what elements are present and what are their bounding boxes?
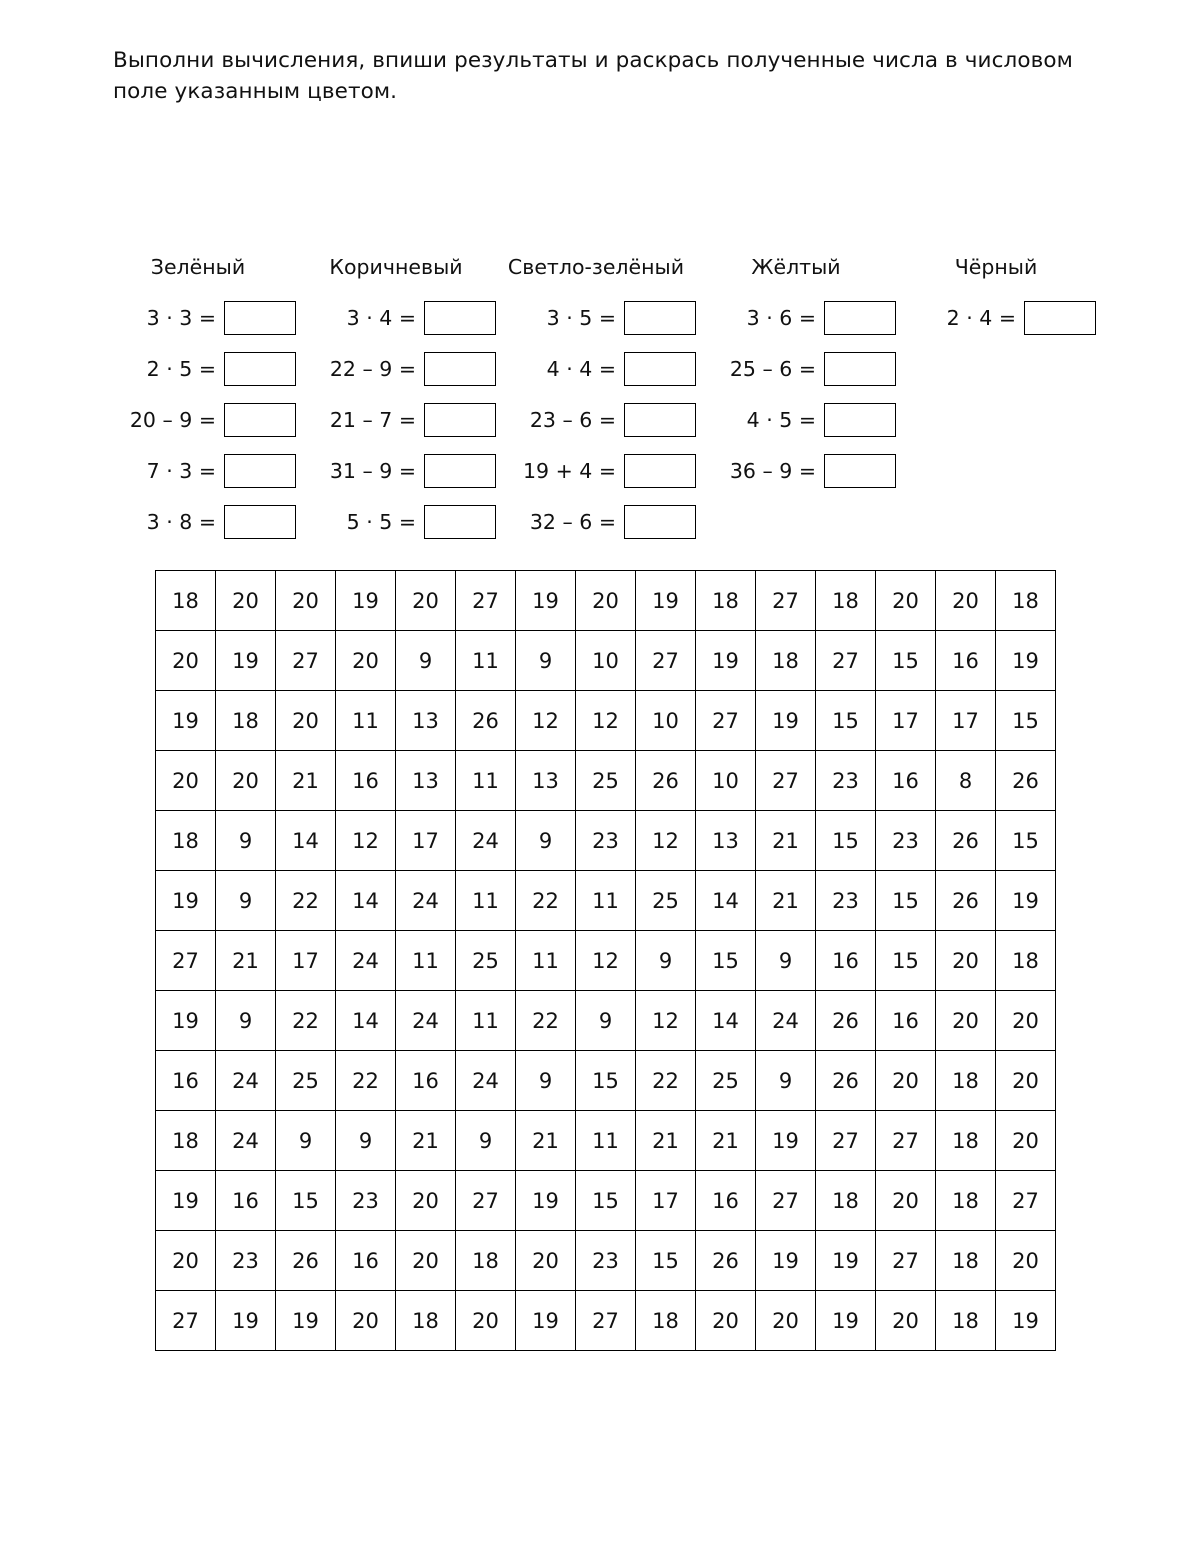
grid-cell[interactable]: 24 xyxy=(456,811,516,871)
grid-cell[interactable]: 27 xyxy=(456,1171,516,1231)
expression-label: 4 · 5 = xyxy=(746,408,816,432)
column-title: Чёрный xyxy=(954,255,1038,279)
grid-cell[interactable]: 13 xyxy=(516,751,576,811)
grid-cell[interactable]: 24 xyxy=(456,1051,516,1111)
grid-cell[interactable]: 18 xyxy=(936,1111,996,1171)
grid-cell[interactable]: 9 xyxy=(216,871,276,931)
grid-cell[interactable]: 23 xyxy=(216,1231,276,1291)
grid-cell[interactable]: 17 xyxy=(636,1171,696,1231)
grid-cell[interactable]: 20 xyxy=(996,1231,1056,1291)
task-column-yellow xyxy=(696,255,896,499)
grid-cell[interactable]: 13 xyxy=(696,811,756,871)
grid-cell[interactable]: 27 xyxy=(456,571,516,631)
grid-cell[interactable]: 10 xyxy=(636,691,696,751)
grid-cell[interactable]: 22 xyxy=(516,991,576,1051)
grid-cell[interactable]: 18 xyxy=(156,571,216,631)
expression-label: 3 · 6 = xyxy=(746,306,816,330)
grid-cell[interactable]: 17 xyxy=(936,691,996,751)
expression-label: 2 · 5 = xyxy=(146,357,216,381)
grid-cell[interactable]: 24 xyxy=(336,931,396,991)
expression-label: 3 · 3 = xyxy=(146,306,216,330)
task-row xyxy=(496,499,696,545)
answer-input[interactable] xyxy=(224,505,296,539)
grid-cell[interactable]: 26 xyxy=(936,811,996,871)
answer-input[interactable] xyxy=(624,403,696,437)
grid-cell[interactable]: 18 xyxy=(996,571,1056,631)
grid-cell[interactable]: 9 xyxy=(216,811,276,871)
grid-cell[interactable]: 12 xyxy=(636,991,696,1051)
answer-input[interactable] xyxy=(424,301,496,335)
grid-cell[interactable]: 22 xyxy=(276,991,336,1051)
grid-cell[interactable]: 20 xyxy=(336,631,396,691)
grid-cell[interactable]: 21 xyxy=(636,1111,696,1171)
grid-cell[interactable]: 15 xyxy=(636,1231,696,1291)
grid-cell[interactable]: 19 xyxy=(996,1291,1056,1351)
answer-input[interactable] xyxy=(624,454,696,488)
grid-cell[interactable]: 19 xyxy=(816,1291,876,1351)
task-row xyxy=(496,397,696,443)
grid-cell[interactable]: 27 xyxy=(756,751,816,811)
grid-cell[interactable]: 9 xyxy=(216,991,276,1051)
column-title: Жёлтый xyxy=(751,255,841,279)
expression-label: 25 – 6 = xyxy=(729,357,816,381)
grid-cell[interactable]: 18 xyxy=(456,1231,516,1291)
answer-input[interactable] xyxy=(824,352,896,386)
grid-cell[interactable]: 12 xyxy=(576,931,636,991)
grid-cell[interactable]: 25 xyxy=(576,751,636,811)
grid-cell[interactable]: 18 xyxy=(936,1231,996,1291)
expression-label: 23 – 6 = xyxy=(529,408,616,432)
grid-cell[interactable]: 14 xyxy=(276,811,336,871)
grid-cell[interactable]: 24 xyxy=(396,991,456,1051)
grid-cell[interactable]: 26 xyxy=(276,1231,336,1291)
answer-input[interactable] xyxy=(824,454,896,488)
task-row xyxy=(100,295,296,341)
grid-cell[interactable]: 22 xyxy=(276,871,336,931)
grid-cell[interactable]: 13 xyxy=(396,691,456,751)
task-row xyxy=(696,295,896,341)
grid-cell[interactable]: 27 xyxy=(816,631,876,691)
grid-cell[interactable]: 27 xyxy=(756,1171,816,1231)
grid-cell[interactable]: 18 xyxy=(936,1291,996,1351)
grid-cell[interactable]: 19 xyxy=(156,991,216,1051)
grid-cell[interactable]: 18 xyxy=(216,691,276,751)
grid-cell[interactable]: 20 xyxy=(996,1111,1056,1171)
grid-row xyxy=(156,631,1056,691)
answer-input[interactable] xyxy=(224,301,296,335)
grid-cell[interactable]: 20 xyxy=(876,1291,936,1351)
expression-label: 3 · 8 = xyxy=(146,510,216,534)
grid-cell[interactable]: 27 xyxy=(816,1111,876,1171)
grid-cell[interactable]: 16 xyxy=(336,1231,396,1291)
grid-cell[interactable]: 20 xyxy=(576,571,636,631)
grid-cell[interactable]: 20 xyxy=(156,1231,216,1291)
grid-cell[interactable]: 18 xyxy=(816,1171,876,1231)
grid-cell[interactable]: 26 xyxy=(456,691,516,751)
grid-cell[interactable]: 20 xyxy=(936,991,996,1051)
grid-cell[interactable]: 9 xyxy=(756,1051,816,1111)
grid-cell[interactable]: 18 xyxy=(156,1111,216,1171)
grid-cell[interactable]: 14 xyxy=(336,991,396,1051)
grid-cell[interactable]: 16 xyxy=(876,991,936,1051)
grid-cell[interactable]: 18 xyxy=(816,571,876,631)
grid-cell[interactable]: 20 xyxy=(876,1171,936,1231)
grid-cell[interactable]: 20 xyxy=(756,1291,816,1351)
grid-cell[interactable]: 20 xyxy=(276,571,336,631)
grid-cell[interactable]: 18 xyxy=(696,571,756,631)
grid-cell[interactable]: 19 xyxy=(516,1171,576,1231)
grid-cell[interactable]: 11 xyxy=(456,871,516,931)
grid-cell[interactable]: 11 xyxy=(576,871,636,931)
expression-label: 36 – 9 = xyxy=(729,459,816,483)
grid-cell[interactable]: 24 xyxy=(396,871,456,931)
grid-cell[interactable]: 24 xyxy=(216,1051,276,1111)
grid-cell[interactable]: 20 xyxy=(936,571,996,631)
expression-label: 32 – 6 = xyxy=(529,510,616,534)
grid-cell[interactable]: 20 xyxy=(216,751,276,811)
grid-cell[interactable]: 25 xyxy=(276,1051,336,1111)
grid-cell[interactable]: 20 xyxy=(156,751,216,811)
grid-cell[interactable]: 9 xyxy=(516,811,576,871)
grid-cell[interactable]: 19 xyxy=(516,571,576,631)
task-row xyxy=(696,448,896,494)
grid-cell[interactable]: 20 xyxy=(336,1291,396,1351)
grid-cell[interactable]: 18 xyxy=(396,1291,456,1351)
grid-cell[interactable]: 14 xyxy=(696,991,756,1051)
grid-cell[interactable]: 27 xyxy=(276,631,336,691)
grid-cell[interactable]: 19 xyxy=(216,1291,276,1351)
grid-cell[interactable]: 19 xyxy=(756,1231,816,1291)
grid-cell[interactable]: 19 xyxy=(216,631,276,691)
grid-cell[interactable]: 26 xyxy=(636,751,696,811)
grid-cell[interactable]: 17 xyxy=(276,931,336,991)
grid-cell[interactable]: 19 xyxy=(156,871,216,931)
grid-row xyxy=(156,751,1056,811)
grid-cell[interactable]: 20 xyxy=(456,1291,516,1351)
grid-cell[interactable]: 27 xyxy=(696,691,756,751)
grid-cell[interactable]: 16 xyxy=(336,751,396,811)
grid-row xyxy=(156,931,1056,991)
task-row xyxy=(100,346,296,392)
number-grid-table xyxy=(155,570,1056,1351)
grid-cell[interactable]: 10 xyxy=(576,631,636,691)
grid-cell[interactable]: 20 xyxy=(876,1051,936,1111)
grid-cell[interactable]: 23 xyxy=(576,1231,636,1291)
task-row xyxy=(100,448,296,494)
grid-cell[interactable]: 19 xyxy=(156,1171,216,1231)
expression-label: 31 – 9 = xyxy=(329,459,416,483)
grid-cell[interactable]: 11 xyxy=(456,631,516,691)
grid-cell[interactable]: 27 xyxy=(636,631,696,691)
grid-cell[interactable]: 22 xyxy=(516,871,576,931)
grid-cell[interactable]: 19 xyxy=(756,1111,816,1171)
grid-cell[interactable]: 20 xyxy=(936,931,996,991)
tasks-columns xyxy=(100,255,1130,550)
grid-cell[interactable]: 11 xyxy=(516,931,576,991)
grid-cell[interactable]: 9 xyxy=(276,1111,336,1171)
grid-cell[interactable]: 15 xyxy=(276,1171,336,1231)
grid-cell[interactable]: 23 xyxy=(876,811,936,871)
grid-cell[interactable]: 20 xyxy=(696,1291,756,1351)
grid-row xyxy=(156,1171,1056,1231)
grid-cell[interactable]: 16 xyxy=(936,631,996,691)
grid-cell[interactable]: 19 xyxy=(696,631,756,691)
grid-cell[interactable]: 17 xyxy=(876,691,936,751)
grid-cell[interactable]: 19 xyxy=(756,691,816,751)
grid-cell[interactable]: 27 xyxy=(876,1231,936,1291)
answer-input[interactable] xyxy=(424,505,496,539)
grid-cell[interactable]: 27 xyxy=(156,931,216,991)
grid-cell[interactable]: 25 xyxy=(636,871,696,931)
grid-cell[interactable]: 20 xyxy=(516,1231,576,1291)
answer-input[interactable] xyxy=(224,352,296,386)
task-column-black xyxy=(896,255,1096,346)
column-title: Коричневый xyxy=(329,255,463,279)
number-field xyxy=(155,570,1056,1351)
grid-cell[interactable]: 10 xyxy=(696,751,756,811)
grid-cell[interactable]: 9 xyxy=(396,631,456,691)
answer-input[interactable] xyxy=(624,352,696,386)
task-row xyxy=(296,397,496,443)
grid-cell[interactable]: 19 xyxy=(156,691,216,751)
expression-label: 20 – 9 = xyxy=(129,408,216,432)
task-row xyxy=(496,346,696,392)
grid-row xyxy=(156,991,1056,1051)
task-row xyxy=(296,448,496,494)
grid-cell[interactable]: 26 xyxy=(936,871,996,931)
grid-row xyxy=(156,1051,1056,1111)
grid-cell[interactable]: 15 xyxy=(816,691,876,751)
grid-cell[interactable]: 27 xyxy=(876,1111,936,1171)
grid-cell[interactable]: 24 xyxy=(216,1111,276,1171)
grid-cell[interactable]: 23 xyxy=(336,1171,396,1231)
grid-cell[interactable]: 20 xyxy=(996,1051,1056,1111)
answer-input[interactable] xyxy=(624,301,696,335)
grid-cell[interactable]: 16 xyxy=(156,1051,216,1111)
task-column-brown xyxy=(296,255,496,550)
task-row xyxy=(296,346,496,392)
grid-row xyxy=(156,1291,1056,1351)
grid-cell[interactable]: 19 xyxy=(996,871,1056,931)
grid-cell[interactable]: 9 xyxy=(516,1051,576,1111)
grid-cell[interactable]: 20 xyxy=(396,1231,456,1291)
grid-cell[interactable]: 25 xyxy=(456,931,516,991)
answer-input[interactable] xyxy=(224,454,296,488)
grid-cell[interactable]: 19 xyxy=(996,631,1056,691)
grid-cell[interactable]: 11 xyxy=(576,1111,636,1171)
grid-cell[interactable]: 18 xyxy=(156,811,216,871)
grid-row xyxy=(156,1231,1056,1291)
grid-cell[interactable]: 26 xyxy=(816,1051,876,1111)
grid-cell[interactable]: 19 xyxy=(516,1291,576,1351)
grid-cell[interactable]: 20 xyxy=(216,571,276,631)
grid-cell[interactable]: 21 xyxy=(756,811,816,871)
grid-cell[interactable]: 9 xyxy=(636,931,696,991)
column-title: Светло-зелёный xyxy=(507,255,685,279)
grid-cell[interactable]: 17 xyxy=(396,811,456,871)
grid-cell[interactable]: 15 xyxy=(696,931,756,991)
task-row xyxy=(496,448,696,494)
grid-cell[interactable]: 11 xyxy=(456,751,516,811)
grid-cell[interactable]: 12 xyxy=(576,691,636,751)
grid-cell[interactable]: 16 xyxy=(696,1171,756,1231)
answer-input[interactable] xyxy=(1024,301,1096,335)
answer-input[interactable] xyxy=(624,505,696,539)
expression-label: 3 · 4 = xyxy=(346,306,416,330)
expression-label: 3 · 5 = xyxy=(546,306,616,330)
grid-cell[interactable]: 15 xyxy=(996,811,1056,871)
answer-input[interactable] xyxy=(824,403,896,437)
task-row xyxy=(896,295,1096,341)
grid-cell[interactable]: 27 xyxy=(576,1291,636,1351)
grid-cell[interactable]: 9 xyxy=(756,931,816,991)
grid-cell[interactable]: 9 xyxy=(456,1111,516,1171)
grid-cell[interactable]: 22 xyxy=(636,1051,696,1111)
grid-cell[interactable]: 23 xyxy=(576,811,636,871)
grid-cell[interactable]: 20 xyxy=(876,571,936,631)
grid-cell[interactable]: 16 xyxy=(216,1171,276,1231)
grid-cell[interactable]: 18 xyxy=(996,931,1056,991)
grid-row xyxy=(156,1111,1056,1171)
expression-label: 5 · 5 = xyxy=(346,510,416,534)
expression-label: 7 · 3 = xyxy=(146,459,216,483)
grid-cell[interactable]: 24 xyxy=(756,991,816,1051)
grid-cell[interactable]: 20 xyxy=(156,631,216,691)
grid-cell[interactable]: 15 xyxy=(876,631,936,691)
grid-cell[interactable]: 21 xyxy=(216,931,276,991)
grid-cell[interactable]: 19 xyxy=(276,1291,336,1351)
grid-cell[interactable]: 19 xyxy=(336,571,396,631)
grid-row xyxy=(156,691,1056,751)
expression-label: 4 · 4 = xyxy=(546,357,616,381)
task-column-green xyxy=(100,255,296,550)
grid-cell[interactable]: 14 xyxy=(696,871,756,931)
grid-cell[interactable]: 15 xyxy=(996,691,1056,751)
grid-row xyxy=(156,571,1056,631)
grid-cell[interactable]: 21 xyxy=(276,751,336,811)
task-row xyxy=(496,295,696,341)
expression-label: 21 – 7 = xyxy=(329,408,416,432)
grid-cell[interactable]: 21 xyxy=(756,871,816,931)
task-row xyxy=(100,397,296,443)
grid-cell[interactable]: 21 xyxy=(696,1111,756,1171)
grid-cell[interactable]: 16 xyxy=(396,1051,456,1111)
grid-cell[interactable]: 9 xyxy=(336,1111,396,1171)
grid-cell[interactable]: 18 xyxy=(936,1171,996,1231)
expression-label: 22 – 9 = xyxy=(329,357,416,381)
grid-cell[interactable]: 14 xyxy=(336,871,396,931)
grid-cell[interactable]: 9 xyxy=(576,991,636,1051)
grid-cell[interactable]: 23 xyxy=(816,871,876,931)
task-row xyxy=(296,295,496,341)
grid-cell[interactable]: 26 xyxy=(696,1231,756,1291)
grid-cell[interactable]: 27 xyxy=(156,1291,216,1351)
grid-cell[interactable]: 11 xyxy=(456,991,516,1051)
grid-cell[interactable]: 26 xyxy=(996,751,1056,811)
grid-cell[interactable]: 15 xyxy=(576,1051,636,1111)
grid-cell[interactable]: 20 xyxy=(276,691,336,751)
grid-cell[interactable]: 12 xyxy=(336,811,396,871)
grid-cell[interactable]: 8 xyxy=(936,751,996,811)
grid-cell[interactable]: 19 xyxy=(636,571,696,631)
expression-label: 2 · 4 = xyxy=(946,306,1016,330)
task-row xyxy=(296,499,496,545)
grid-cell[interactable]: 16 xyxy=(876,751,936,811)
answer-input[interactable] xyxy=(424,454,496,488)
grid-cell[interactable]: 11 xyxy=(336,691,396,751)
grid-cell[interactable]: 9 xyxy=(516,631,576,691)
grid-cell[interactable]: 22 xyxy=(336,1051,396,1111)
answer-input[interactable] xyxy=(224,403,296,437)
expression-label: 19 + 4 = xyxy=(522,459,616,483)
task-column-light-green xyxy=(496,255,696,550)
task-row xyxy=(696,346,896,392)
grid-cell[interactable]: 20 xyxy=(396,1171,456,1231)
grid-cell[interactable]: 16 xyxy=(816,931,876,991)
grid-cell[interactable]: 18 xyxy=(756,631,816,691)
grid-cell[interactable]: 20 xyxy=(396,571,456,631)
grid-cell[interactable]: 27 xyxy=(996,1171,1056,1231)
grid-cell[interactable]: 15 xyxy=(876,871,936,931)
grid-cell[interactable]: 12 xyxy=(516,691,576,751)
grid-cell[interactable]: 15 xyxy=(876,931,936,991)
grid-cell[interactable]: 26 xyxy=(816,991,876,1051)
grid-cell[interactable]: 18 xyxy=(936,1051,996,1111)
grid-row xyxy=(156,871,1056,931)
grid-cell[interactable]: 20 xyxy=(996,991,1056,1051)
grid-row xyxy=(156,811,1056,871)
grid-cell[interactable]: 12 xyxy=(636,811,696,871)
answer-input[interactable] xyxy=(424,352,496,386)
answer-input[interactable] xyxy=(424,403,496,437)
grid-cell[interactable]: 15 xyxy=(576,1171,636,1231)
grid-cell[interactable]: 15 xyxy=(816,811,876,871)
grid-cell[interactable]: 19 xyxy=(816,1231,876,1291)
task-row xyxy=(696,397,896,443)
answer-input[interactable] xyxy=(824,301,896,335)
column-title: Зелёный xyxy=(150,255,246,279)
grid-cell[interactable]: 18 xyxy=(636,1291,696,1351)
instruction-text: Выполни вычисления, впиши результаты и раскрась полученные числа в числовом поле указанным цветом. xyxy=(113,48,1073,105)
grid-cell[interactable]: 13 xyxy=(396,751,456,811)
grid-cell[interactable]: 23 xyxy=(816,751,876,811)
grid-cell[interactable]: 21 xyxy=(396,1111,456,1171)
task-row xyxy=(100,499,296,545)
grid-cell[interactable]: 25 xyxy=(696,1051,756,1111)
grid-cell[interactable]: 11 xyxy=(396,931,456,991)
grid-cell[interactable]: 27 xyxy=(756,571,816,631)
grid-cell[interactable]: 21 xyxy=(516,1111,576,1171)
